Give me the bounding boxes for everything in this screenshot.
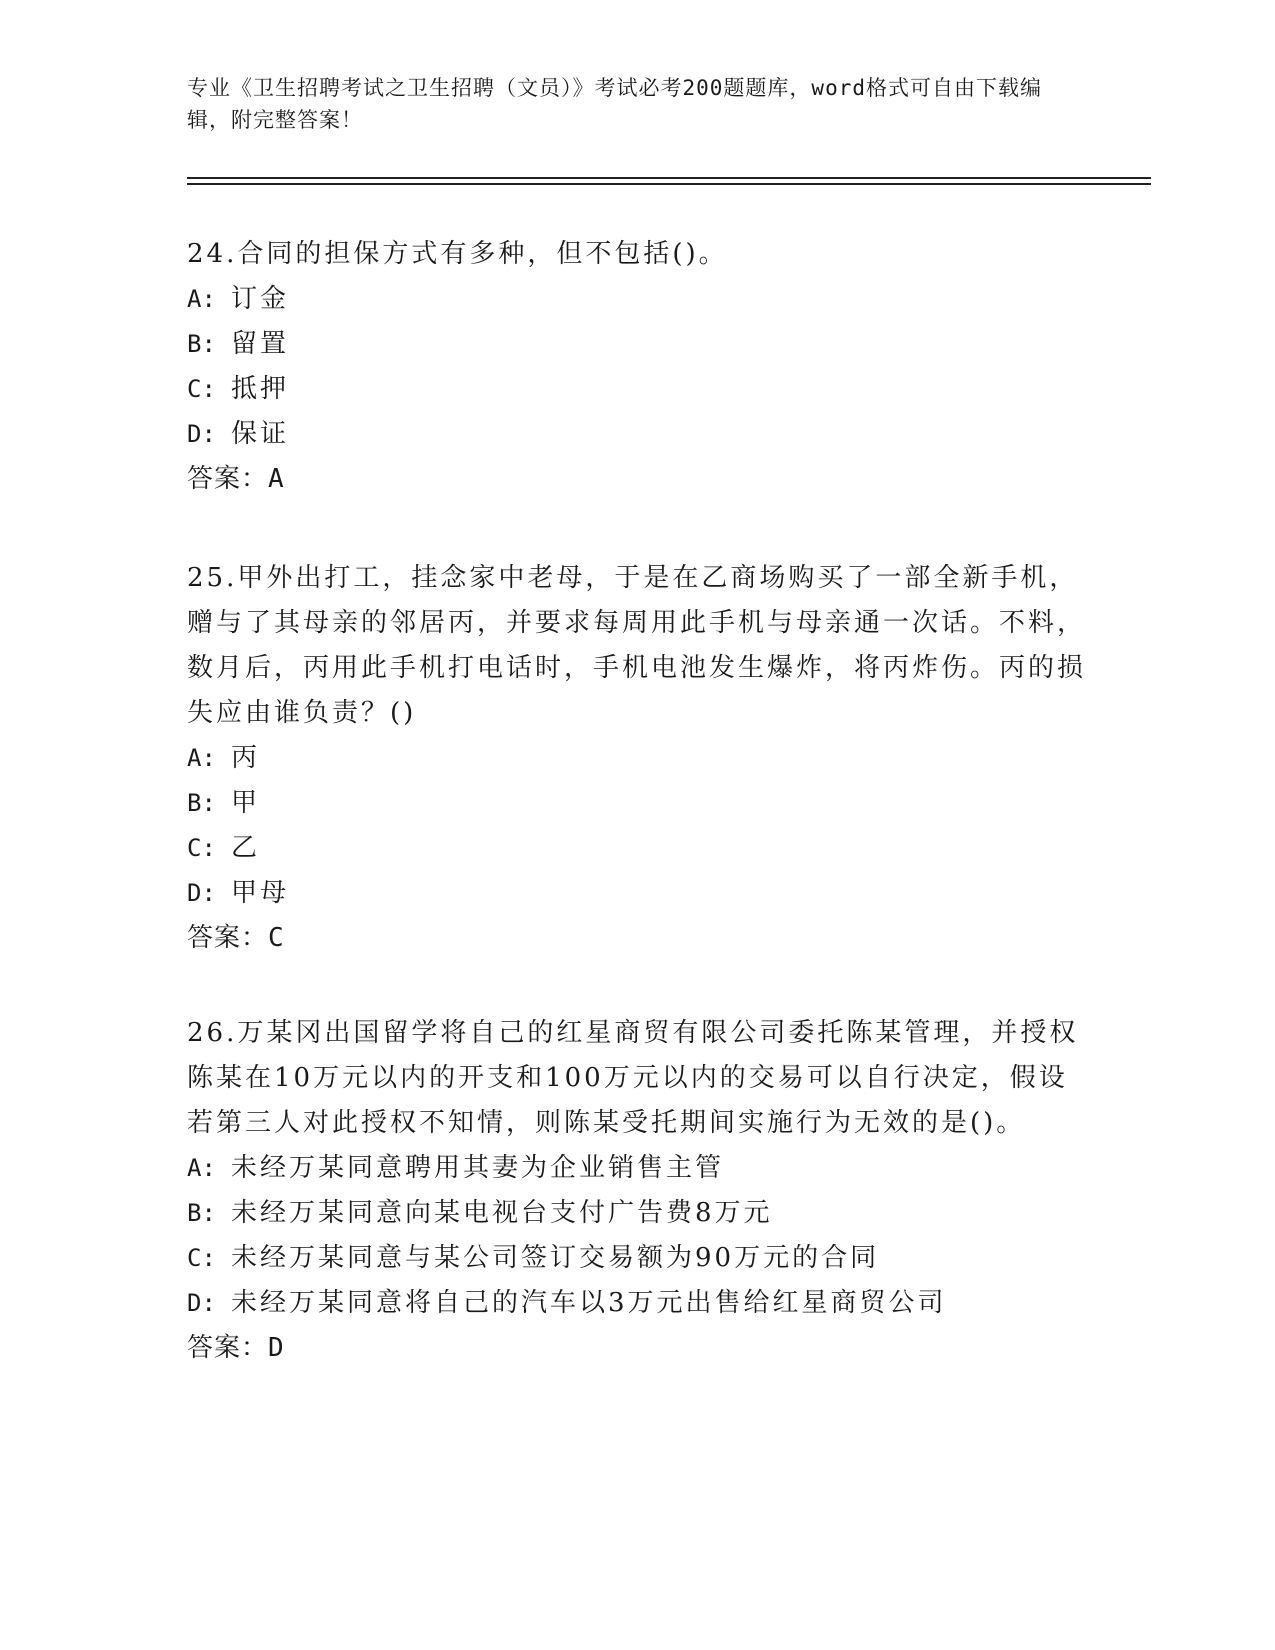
option-b [187,1191,1087,1236]
option-text: 甲母 [231,878,290,908]
option-key: A: [187,1154,216,1182]
option-b [187,322,1087,367]
option-text: 未经万某同意聘用其妻为企业销售主管 [231,1153,725,1183]
option-key: A: [187,285,216,313]
question-stem: 25.甲外出打工，挂念家中老母，于是在乙商场购买了一部全新手机，赠与了其母亲的邻居丙，并要求每周用此手机与母亲通一次话。不料，数月后，丙用此手机打电话时，手机电池发生爆炸，将丙炸伤。丙的损失应由谁负责？() [187,563,1087,728]
question-stem: 26.万某冈出国留学将自己的红星商贸有限公司委托陈某管理，并授权陈某在10万元以内的开支和100万元以内的交易可以自行决定，假设若第三人对此授权不知情，则陈某受托期间实施行为无效的是()。 [187,1018,1079,1138]
option-c [187,1236,1087,1281]
answer-label: 答案： [187,923,269,953]
option-b [187,781,1087,826]
option-text: 保证 [231,419,290,449]
option-key: A: [187,744,216,772]
option-text: 甲 [231,788,261,818]
option-d [187,1281,1087,1326]
option-a [187,1146,1087,1191]
answer-label: 答案： [187,464,269,494]
answer-value: C [268,923,285,953]
option-text: 未经万某同意与某公司签订交易额为90万元的合同 [231,1243,880,1273]
header-rule-top [187,177,1151,179]
option-c [187,826,1087,871]
document-header: 专业《卫生招聘考试之卫生招聘（文员）》考试必考200题题库，word格式可自由下载编辑，附完整答案！ [187,76,1042,132]
option-key: C: [187,834,216,862]
question-25 [187,556,1087,961]
option-text: 乙 [231,833,261,863]
option-key: C: [187,375,216,403]
answer-value: A [268,464,285,494]
question-26 [187,1011,1087,1371]
option-key: D: [187,420,216,448]
option-a [187,736,1087,781]
option-text: 订金 [231,284,290,314]
option-key: B: [187,330,216,358]
option-text: 抵押 [231,374,290,404]
answer-line [187,1326,1087,1371]
option-c [187,367,1087,412]
answer-line [187,457,1087,502]
option-key: C: [187,1244,216,1272]
option-key: D: [187,879,216,907]
header-rule-bottom [187,183,1151,185]
option-d [187,412,1087,457]
answer-label: 答案： [187,1333,269,1363]
option-key: B: [187,789,216,817]
option-key: D: [187,1289,216,1317]
question-stem: 24.合同的担保方式有多种，但不包括()。 [187,239,728,269]
option-a [187,277,1087,322]
option-text: 未经万某同意将自己的汽车以3万元出售给红星商贸公司 [231,1288,947,1318]
option-text: 丙 [231,743,261,773]
question-24 [187,232,1087,502]
answer-value: D [268,1333,285,1363]
option-key: B: [187,1199,216,1227]
option-text: 未经万某同意向某电视台支付广告费8万元 [231,1198,773,1228]
answer-line [187,916,1087,961]
option-d [187,871,1087,916]
option-text: 留置 [231,329,290,359]
